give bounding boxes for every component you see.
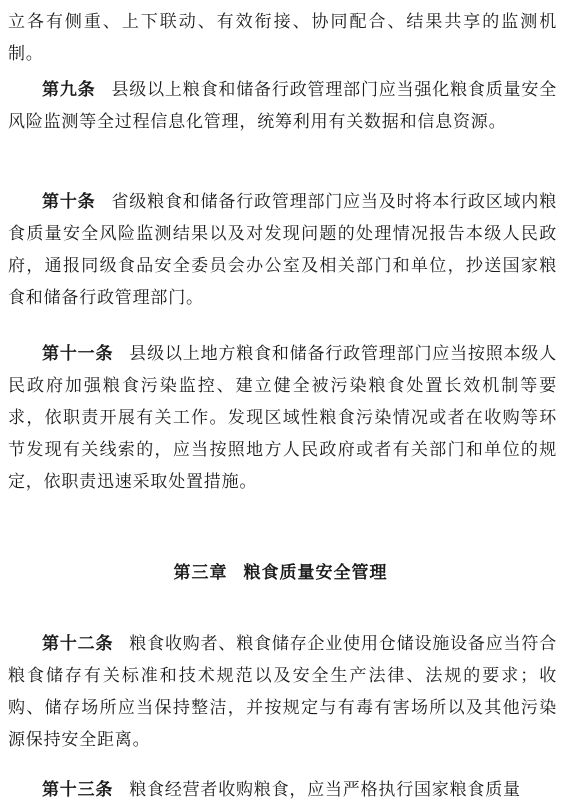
paragraph-text: 立各有侧重、上下联动、有效衔接、协同配合、结果共享的监测机制。 [8,12,557,64]
article-number: 第九条 [42,80,96,100]
article-13 [8,774,557,806]
article-10 [8,186,557,314]
chapter-number: 第三章 [173,563,228,583]
article-text: 县级以上粮食和储备行政管理部门应当强化粮食质量安全风险监测等全过程信息化管理，统筹利用有关数据和信息资源。 [8,80,557,132]
chapter-heading [0,558,561,583]
article-12 [8,628,557,756]
paragraph-continuation [8,6,557,70]
article-11 [8,338,557,498]
article-text: 省级粮食和储备行政管理部门应当及时将本行政区域内粮食质量安全风险监测结果以及对发现问题的处理情况报告本级人民政府，通报同级食品安全委员会办公室及相关部门和单位，抄送国家粮食和储备行政管理部门。 [8,192,557,308]
chapter-title: 粮食质量安全管理 [243,563,388,583]
article-number: 第十二条 [42,634,114,654]
article-text: 粮食经营者收购粮食，应当严格执行国家粮食质量 [129,780,521,800]
article-number: 第十一条 [42,344,114,364]
article-text: 县级以上地方粮食和储备行政管理部门应当按照本级人民政府加强粮食污染监控、建立健全被污染粮食处置长效机制等要求，依职责开展有关工作。发现区域性粮食污染情况或者在收购等环节发现有关线索的，应当按照地方人民政府或者有关部门和单位的规定，依职责迅速采取处置措施。 [8,344,558,492]
article-9 [8,74,557,138]
article-number: 第十三条 [42,780,114,800]
article-text: 粮食收购者、粮食储存企业使用仓储设施设备应当符合粮食储存有关标准和技术规范以及安全生产法律、法规的要求；收购、储存场所应当保持整洁，并按规定与有毒有害场所以及其他污染源保持安全距离。 [8,634,558,750]
article-number: 第十条 [42,192,96,212]
